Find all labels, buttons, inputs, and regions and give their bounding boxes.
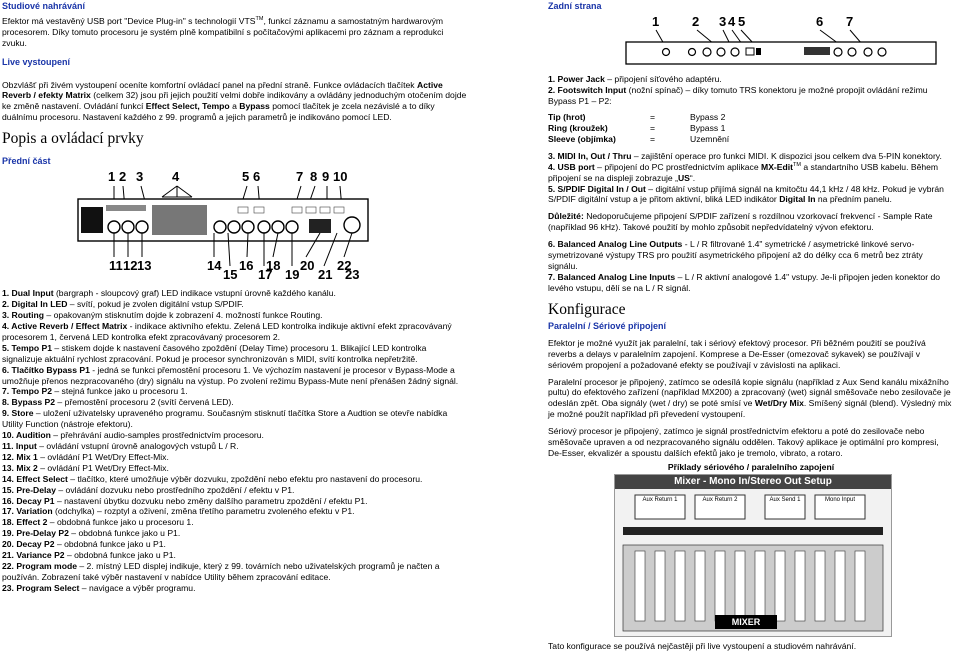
rear-item-7: 7. Balanced Analog Line Inputs – L / R aktivní analogové 1.4" vstupy. Je-li připojen jeden konektor do levého vstupu, dělí se na L / R signál. bbox=[548, 271, 941, 293]
live-heading: Live vystoupení bbox=[2, 57, 71, 68]
rear-callout-3: 3 bbox=[719, 14, 727, 30]
callout-14: 14 bbox=[207, 258, 222, 274]
control-item: 7. Tempo P2 – stejná funkce jako u procesoru 1. bbox=[2, 386, 188, 397]
live-text: Obzvlášť při živém vystoupení oceníte komfortní ovládací panel na přední straně. Funkce ovládacích tlačítek Active Reverb / efekty Matrix (celkem 32) jsou při jejich použití velmi dobře indikovány a ovládány jednoduchým otočením dojde ke změně nastavení. Ovládání funkcí Effect Select, Tempo a Bypass pomocí tlačítek je zcela nezávislé a to díky duálnímu procesoru. Nastavení každého z 99. programů a jejich parametrů je indikováno pomocí LED. bbox=[2, 79, 467, 123]
control-item: 13. Mix 2 – ovládání P1 Wet/Dry Effect-Mix. bbox=[2, 462, 169, 473]
callout-13: 13 bbox=[137, 258, 152, 274]
controls-heading: Popis a ovládací prvky bbox=[2, 130, 144, 148]
front-panel-figure bbox=[2, 169, 468, 283]
callout-19: 19 bbox=[285, 267, 300, 283]
rear-item-4: 4. USB port – připojení do PC prostřednictvím aplikace MX-Edit™ a standartního USB kabelu. Během připojení se na displeji zobrazuje „US“. bbox=[548, 161, 939, 183]
footswitch-table bbox=[548, 112, 954, 145]
front-heading: Přední část bbox=[2, 155, 51, 166]
callout-6: 6 bbox=[253, 169, 261, 185]
rear-callout-5: 5 bbox=[738, 14, 746, 30]
callout-9: 9 bbox=[322, 169, 330, 185]
studio-text: Efektor má vestavěný USB port "Device Plug-in" s technologií VTS™, funkcí záznamu a samostatným hardwarovým procesorem. Díky tomuto procesoru je systém plně kompatibilní s počítačovými aplikacemi pro záznam a reprodukci zvuku. bbox=[2, 16, 444, 49]
control-item: 17. Variation (odchylka) – rozptyl a oživení, změna třetího parametru zvoleného efektu v P1. bbox=[2, 506, 355, 517]
config-heading: Konfigurace bbox=[548, 300, 626, 318]
left-column bbox=[2, 0, 468, 594]
control-item: 14. Effect Select – tlačítko, které umožňuje výběr dozvuku, zpoždění nebo efektu pro nastavení do procesoru. bbox=[2, 473, 423, 484]
rear-panel-figure bbox=[624, 14, 940, 66]
callout-18: 18 bbox=[266, 258, 281, 274]
label-aux-return-1: Aux Return 1 bbox=[642, 496, 678, 503]
control-item: 6. Tlačítko Bypass P1 - jedná se funkci přemostění procesoru 1. Ve výchozím nastavení je procesor v Bypass-Mode a umožňuje přenos nezpracovaného (dry) signálu na výstup. Po zvolení režimu Bypass-Mute není přenášen žádný signál. bbox=[2, 364, 459, 386]
control-item: 5. Tempo P1 – stiskem dojde k nastavení časového zpoždění (Delay Time) procesoru 1. Blikající LED kontrolka signalizuje aktuální rychlost zpracování. Pokud je procesor synchronizován s MIDI, svítí kontrolka nepřetržitě. bbox=[2, 342, 427, 364]
front-panel-drawing bbox=[2, 169, 468, 279]
rear-item-5: 5. S/PDIF Digital In / Out – digitální vstup přijímá signál na kmitočtu 44,1 kHz / 48 kHz. Pokud je vybrán S/PDIF digitální vstup a je přitom aktivní, bliká LED indikátor Digital In na předním panelu. bbox=[548, 183, 944, 205]
footswitch-row: Sleeve (objímka) = Uzemnění bbox=[548, 133, 730, 144]
callout-3: 3 bbox=[136, 169, 144, 185]
footswitch-row: Ring (kroužek) = Bypass 1 bbox=[548, 123, 726, 134]
rear-callout-2: 2 bbox=[692, 14, 700, 30]
control-item: 12. Mix 1 – ovládání P1 Wet/Dry Effect-Mix. bbox=[2, 451, 169, 462]
callout-8: 8 bbox=[310, 169, 318, 185]
mixer-label: MIXER bbox=[731, 616, 761, 627]
control-item: 10. Audition – přehrávání audio-samples prostřednictvím procesoru. bbox=[2, 430, 264, 441]
callout-16: 16 bbox=[239, 258, 254, 274]
right-column bbox=[548, 0, 954, 652]
footer-text: Tato konfigurace se používá nejčastěji při live vystoupení a studiovém nahrávání. bbox=[548, 640, 857, 651]
rear-callout-7: 7 bbox=[846, 14, 854, 30]
rear-item-1: 1. Power Jack – připojení síťového adaptéru. bbox=[548, 74, 722, 85]
diagram-title: Mixer - Mono In/Stereo Out Setup bbox=[615, 475, 891, 490]
label-aux-return-2: Aux Return 2 bbox=[702, 496, 738, 503]
control-item: 11. Input – ovládání vstupní úrovně analogových vstupů L / R. bbox=[2, 440, 239, 451]
callout-1: 1 bbox=[108, 169, 116, 185]
callout-2: 2 bbox=[119, 169, 127, 185]
important-note: Důležité: Nedoporučujeme připojení S/PDIF zařízení s rozdílnou vzorkovací frekvencí - Sample Rate (například 96 kHz). Takové použití by mohlo způsobit nepředvídatelný vývon efektoru. bbox=[548, 211, 933, 233]
label-aux-send-1: Aux Send 1 bbox=[769, 496, 801, 503]
rear-item-3: 3. MIDI In, Out / Thru – zajištění operace pro funkci MIDI. K dispozici jsou celkem dva 5-PIN konektory. bbox=[548, 150, 942, 161]
front-controls-list bbox=[2, 288, 468, 593]
control-item: 23. Program Select – navigace a výběr programu. bbox=[2, 582, 196, 593]
callout-22: 22 bbox=[337, 258, 352, 274]
control-item: 4. Active Reverb / Effect Matrix - indikace aktivního efektu. Zelená LED kontrolka indikuje aktivní efekt zpracovávaný procesorem 1, červená LED kontrolka efekt zpracovávaný procesorem 2. bbox=[2, 321, 452, 342]
control-item: 9. Store – uložení uživatelsky upraveného programu. Současným stisknutí tlačítka Store a Audtion se otevře nabídka Utility Function (nástroje efektoru). bbox=[2, 408, 448, 430]
callout-15: 15 bbox=[223, 267, 238, 283]
mixer-diagram bbox=[614, 474, 892, 637]
control-item: 19. Pre-Delay P2 – obdobná funkce jako u P1. bbox=[2, 528, 181, 539]
rear-callout-4: 4 bbox=[728, 14, 736, 30]
control-item: 15. Pre-Delay – ovládání dozvuku nebo prostředního zpoždění / efektu v P1. bbox=[2, 484, 295, 495]
rear-item-6: 6. Balanced Analog Line Outputs - L / R filtrované 1.4" symetrické / asymetrické linkové servo-symetrizované výstupy TRS pro použití asymetrického připojení až do délky cca 6 metrů bez ztráty signálu. bbox=[548, 239, 923, 272]
rear-panel-drawing bbox=[624, 14, 940, 66]
callout-5: 5 bbox=[242, 169, 250, 185]
rear-callout-1: 1 bbox=[652, 14, 660, 30]
rear-callout-6: 6 bbox=[816, 14, 824, 30]
control-item: 8. Bypass P2 – přemostění procesoru 2 (svítí červená LED). bbox=[2, 397, 234, 408]
callout-11: 11 bbox=[109, 258, 123, 274]
label-mono-input: Mono Input bbox=[824, 496, 856, 503]
callout-17: 17 bbox=[258, 267, 273, 283]
config-subheading: Paralelní / Sériové připojení bbox=[548, 321, 667, 332]
footswitch-row: Tip (hrot) = Bypass 2 bbox=[548, 112, 726, 123]
control-item: 18. Effect 2 – obdobná funkce jako u procesoru 1. bbox=[2, 517, 194, 528]
callout-21: 21 bbox=[318, 267, 333, 283]
callout-10: 10 bbox=[333, 169, 348, 185]
control-item: 20. Decay P2 – obdobná funkce jako u P1. bbox=[2, 539, 166, 550]
control-item: 21. Variance P2 – obdobná funkce jako u P1. bbox=[2, 550, 176, 561]
mixer-drawing bbox=[615, 489, 891, 635]
studio-heading: Studiové nahrávání bbox=[2, 1, 86, 11]
callout-20: 20 bbox=[300, 258, 315, 274]
diagram-caption: Příklady sériového / paralelního zapojení bbox=[667, 461, 835, 472]
callout-23: 23 bbox=[345, 267, 360, 283]
config-p3: Sériový procesor je připojený, zatímco je signál prostřednictvím efektoru a poté do zesilovače nebo směšovače upraven a od nezpracovaného signálu oddělen. Takový aplikace je optimální pro kompresi, De-Esser, ekvalizér a spoustu dalších efektů jako je tremolo, vibrato, a rotaro. bbox=[548, 426, 939, 458]
rear-item-2: 2. Footswitch Input (nožní spínač) – díky tomuto TRS konektoru je možné propojit ovládání režimu Bypass P1 – P2: bbox=[548, 85, 928, 107]
control-item: 16. Decay P1 – nastavení úbytku dozvuku nebo změny dalšího parametru zpoždění / efektu P1. bbox=[2, 495, 368, 506]
rear-heading: Zadní strana bbox=[548, 1, 602, 11]
callout-4: 4 bbox=[172, 169, 180, 185]
control-item: 2. Digital In LED – svítí, pokud je zvolen digitální vstup S/PDIF. bbox=[2, 299, 244, 310]
control-item: 1. Dual Input (bargraph - sloupcový graf) LED indikace vstupní úrovně každého kanálu. bbox=[2, 288, 336, 299]
control-item: 3. Routing – opakovaným stisknutím dojde k zobrazení 4. možností funkce Routing. bbox=[2, 310, 323, 321]
config-p1: Efektor je možné využít jak paralelní, tak i sériový efektový procesor. Při běžném použití se používá reverbs a delays v paralelním zapojení. Komprese a De-Esser (omezovač sykavek) se používají v sériovém propojení a požadované efekty se používají v závislosti na aplikaci. bbox=[548, 337, 926, 370]
control-item: 22. Program mode – 2. místný LED displej indikuje, který z 99. továrních nebo uživatelských programů je načten a používán. Zobrazení také výběr nastavení v nabídce Utility během zpracování editace. bbox=[2, 560, 440, 582]
callout-12: 12 bbox=[123, 258, 138, 274]
config-p2: Paralelní procesor je připojený, zatímco se odesílá kopie signálu (například z Aux Send kanálu mixážního pultu) do efektového zařízení (například MX200) a zpracovaný (wet) signál směšovače nebo zesilovače je odeslán zpět. Oba signály (wet / dry) se poté smísí ve Wet/Dry Mix. Smíšený signál (blend). Výsledný mix je možné použít například při převedení vystoupení. bbox=[548, 376, 952, 420]
callout-7: 7 bbox=[296, 169, 304, 185]
